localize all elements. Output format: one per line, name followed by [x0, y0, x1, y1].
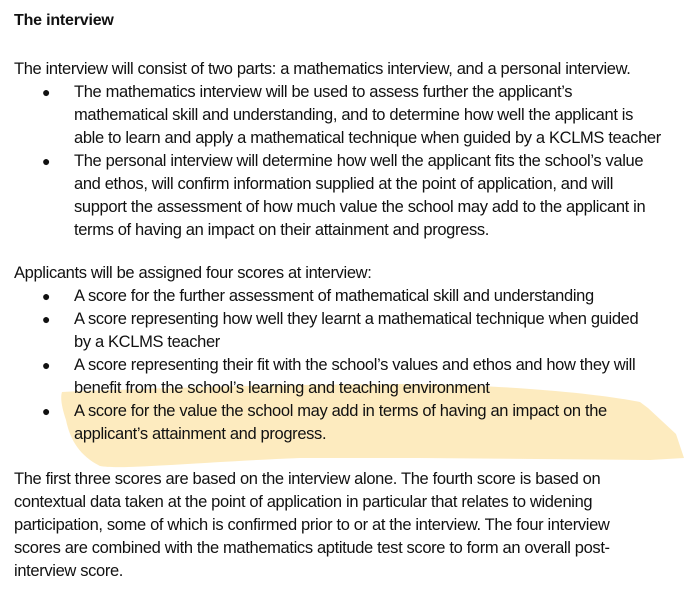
section-heading: The interview — [14, 12, 114, 29]
bullet-icon: ● — [42, 84, 51, 100]
interview-parts-list — [0, 81, 661, 242]
highlighted-list-item: ● A score for the value the school may add in terms of having an impact on the applicant’s attainment and progress. — [42, 402, 607, 443]
bullet-icon: ● — [42, 153, 51, 169]
list-item: ● A score for the further assessment of mathematical skill and understanding — [0, 285, 638, 308]
scores-list — [0, 285, 638, 446]
closing-paragraph: The first three scores are based on the interview alone. The fourth score is based on contextual data taken at the point of application in particular that relates to widening participation, some of which is confirmed prior to or at the interview. The four interview scores are combined with the mathematics aptitude test score to form an overall post- interview score. — [14, 470, 610, 580]
list-item: ● The mathematics interview will be used to assess further the applicant’s mathematical skill and understanding, and to determine how well the applicant is able to learn and apply a mathematical technique when guided by a KCLMS teacher — [42, 83, 661, 147]
bullet-icon: ● — [42, 311, 51, 327]
intro-paragraph: The interview will consist of two parts: a mathematics interview, and a personal interview. — [14, 60, 631, 78]
list-item: ● The personal interview will determine how well the applicant fits the school’s value and ethos, will confirm information supplied at the point of application, and will support the assessment of how much value the school may add to the applicant in terms of having an impact on their attainment and progress. — [42, 152, 646, 239]
bullet-icon: ● — [42, 288, 51, 304]
list-item: ● A score representing how well they learnt a mathematical technique when guided by a KCLMS teacher — [42, 310, 639, 351]
bullet-icon: ● — [42, 403, 51, 419]
list-item: ● A score representing their fit with the school’s values and ethos and how they will benefit from the school’s learning and teaching environment — [42, 356, 636, 397]
bullet-icon: ● — [42, 357, 51, 373]
scores-intro: Applicants will be assigned four scores at interview: — [14, 264, 372, 282]
